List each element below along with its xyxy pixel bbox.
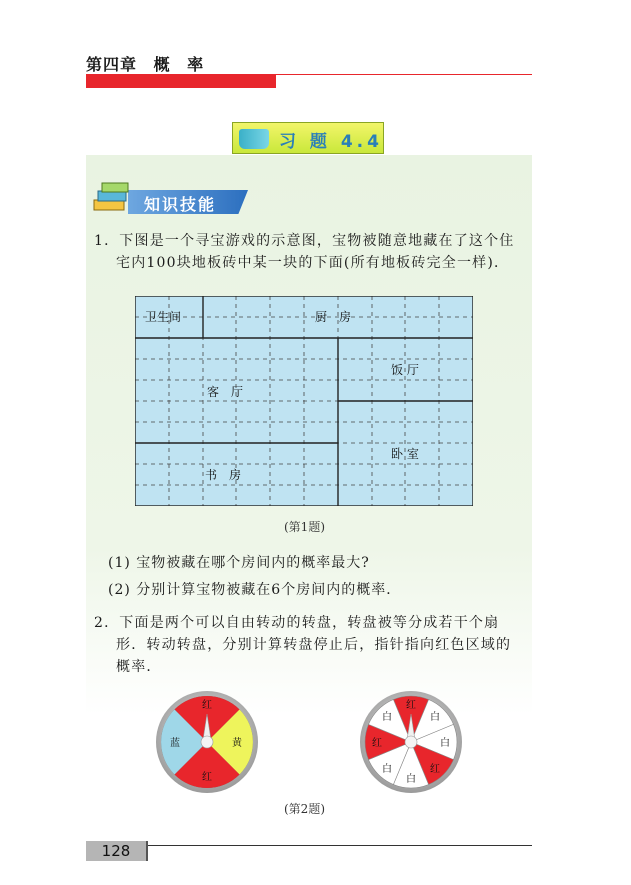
spinner2-label: 白 xyxy=(440,738,450,749)
spinner-eight-sectors xyxy=(359,690,463,794)
question-2 xyxy=(94,612,534,678)
spinner2-label: 白 xyxy=(406,774,416,785)
figure-2-caption: (第2题) xyxy=(284,802,325,816)
spinner1-label-bottom: 红 xyxy=(202,772,212,783)
section-badge xyxy=(88,178,258,220)
books-stack-icon xyxy=(90,180,134,214)
spinner2-label: 红 xyxy=(406,700,416,711)
section-label: 知识技能 xyxy=(144,195,217,214)
exercise-label: 习 题 4.4 xyxy=(279,132,383,152)
room-label-dining: 饭 厅 xyxy=(391,363,419,377)
spinner1-label-right: 黄 xyxy=(232,738,242,749)
spinner1-hub xyxy=(201,736,213,748)
q1-subquestion-2: (2) 分别计算宝物被藏在6个房间内的概率． xyxy=(108,582,402,598)
room-label-bedroom: 卧 室 xyxy=(391,447,419,461)
room-label-kitchen: 厨 房 xyxy=(315,310,352,324)
room-label-bathroom: 卫生间 xyxy=(145,310,182,324)
spinner2-label: 白 xyxy=(382,712,392,723)
page-number: 128 xyxy=(86,841,148,861)
q1-subquestion-1: (1) 宝物被藏在哪个房间内的概率最大? xyxy=(108,555,370,571)
q1-line-2: 宅内100块地板砖中某一块的下面(所有地板砖完全一样)． xyxy=(116,255,510,271)
chapter-title: 第四章 概 率 xyxy=(86,55,205,74)
spinner1-label-left: 蓝 xyxy=(170,738,180,749)
q2-line-3: 概率． xyxy=(116,659,162,675)
floor-plan xyxy=(135,296,473,506)
spinner-four-sectors xyxy=(155,690,259,794)
book-icon xyxy=(239,129,269,149)
spinner2-hub xyxy=(405,736,417,748)
room-label-living: 客 厅 xyxy=(207,385,244,399)
footer-rule xyxy=(86,845,532,846)
question-1 xyxy=(94,230,534,274)
figure-1-caption: (第1题) xyxy=(284,520,325,534)
spinner2-label: 白 xyxy=(430,712,440,723)
spinner2-label: 白 xyxy=(382,764,392,775)
q1-line-1: 1．下图是一个寻宝游戏的示意图，宝物被随意地藏在了这个住 xyxy=(94,233,515,249)
q2-line-2: 形．转动转盘，分别计算转盘停止后，指针指向红色区域的 xyxy=(116,637,512,653)
spinner1-label-top: 红 xyxy=(202,700,212,711)
spinner2-label: 红 xyxy=(430,764,440,775)
header-red-bar xyxy=(86,75,276,88)
spinner2-label: 红 xyxy=(372,738,382,749)
room-label-study: 书 房 xyxy=(205,468,242,482)
exercise-banner xyxy=(232,122,384,154)
q2-line-1: 2．下面是两个可以自由转动的转盘，转盘被等分成若干个扇 xyxy=(94,615,500,631)
